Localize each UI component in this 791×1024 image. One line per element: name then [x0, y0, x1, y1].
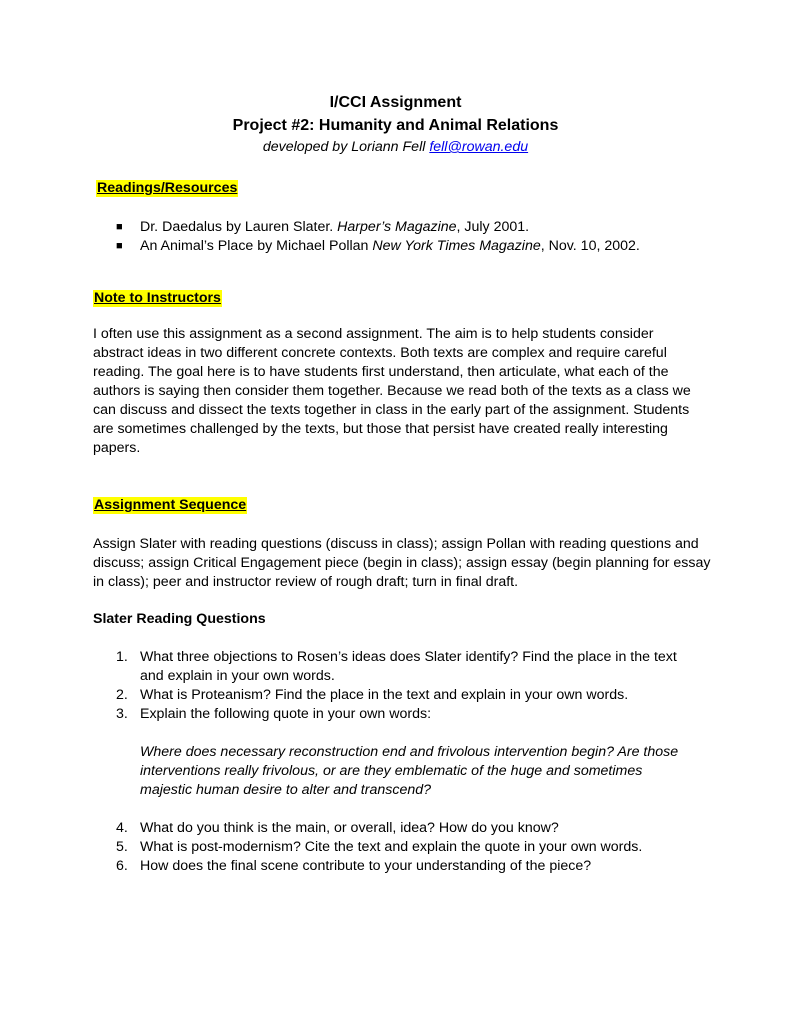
square-bullet-icon: ■: [116, 221, 123, 233]
question-line: What is Proteanism? Find the place in the text and explain in your own words.: [140, 687, 629, 703]
slater-questions-b: [116, 819, 696, 876]
question-line: How does the final scene contribute to your understanding of the piece?: [140, 858, 592, 874]
byline-prefix: developed by Loriann Fell: [262, 139, 430, 155]
paragraph-line: I often use this assignment as a second assignment. The aim is to help students consider: [93, 326, 654, 342]
item-number: 5.: [116, 839, 128, 855]
question-line: What do you think is the main, or overall, idea? How do you know?: [140, 820, 559, 836]
paragraph-line: in class); peer and instructor review of rough draft; turn in final draft.: [93, 574, 519, 590]
item-number: 3.: [116, 706, 128, 722]
reading-source: New York Times Magazine: [372, 238, 541, 254]
item-number: 1.: [116, 649, 128, 665]
list-item: [116, 838, 696, 857]
paragraph-line: abstract ideas in two different concrete contexts. Both texts are complex and require careful: [93, 345, 667, 361]
square-bullet-icon: ■: [116, 240, 123, 252]
list-item: [116, 237, 640, 256]
readings-heading: Readings/Resources: [97, 180, 238, 196]
instructors-heading: Note to Instructors: [94, 290, 221, 306]
list-item: [116, 218, 640, 237]
email-link[interactable]: fell@rowan.edu: [429, 139, 529, 155]
slater-questions-a: [116, 648, 696, 724]
item-number: 4.: [116, 820, 128, 836]
question-line: What is post-modernism? Cite the text and explain the quote in your own words.: [140, 839, 643, 855]
readings-list: [116, 218, 640, 256]
quote-line: majestic human desire to alter and transcend?: [140, 782, 432, 798]
list-item: [116, 857, 696, 876]
paragraph-line: can discuss and dissect the texts together in class in the early part of the assignment. Students: [93, 402, 690, 418]
reading-source: Harper’s Magazine: [337, 219, 457, 235]
slater-heading: Slater Reading Questions: [93, 611, 266, 627]
reading-date: , Nov. 10, 2002.: [540, 238, 640, 254]
title-line-1: I/CCI Assignment: [329, 94, 462, 111]
title-line-2: Project #2: Humanity and Animal Relations: [232, 117, 559, 134]
paragraph-line: are sometimes challenged by the texts, but those that persist have created really interesting: [93, 421, 668, 437]
byline: [0, 139, 791, 155]
reading-text: Dr. Daedalus by Lauren Slater.: [140, 219, 338, 235]
list-item: [116, 705, 696, 724]
list-item: [116, 819, 696, 838]
list-item: [116, 648, 696, 686]
paragraph-line: authors is saying then consider them together. Because we read both of the texts as a class we: [93, 383, 691, 399]
quote-line: Where does necessary reconstruction end and frivolous intervention begin? Are those: [140, 744, 679, 760]
item-number: 2.: [116, 687, 128, 703]
paragraph-line: discuss; assign Critical Engagement piece (begin in class); assign essay (begin planning for essay: [93, 555, 711, 571]
reading-date: , July 2001.: [456, 219, 530, 235]
block-quote: [140, 743, 700, 800]
paragraph-line: papers.: [93, 440, 141, 456]
reading-text: An Animal’s Place by Michael Pollan: [140, 238, 373, 254]
list-item: [116, 686, 696, 705]
paragraph-line: reading. The goal here is to have students first understand, then articulate, what each of the: [93, 364, 669, 380]
question-line: What three objections to Rosen’s ideas does Slater identify? Find the place in the text: [140, 649, 677, 665]
item-number: 6.: [116, 858, 128, 874]
instructors-paragraph: [93, 325, 703, 458]
question-line: and explain in your own words.: [140, 668, 335, 684]
sequence-heading: Assignment Sequence: [94, 497, 247, 513]
question-line: Explain the following quote in your own words:: [140, 706, 432, 722]
sequence-paragraph: [93, 535, 711, 592]
quote-line: interventions really frivolous, or are they emblematic of the huge and sometimes: [140, 763, 643, 779]
paragraph-line: Assign Slater with reading questions (discuss in class); assign Pollan with reading questions and: [93, 536, 699, 552]
